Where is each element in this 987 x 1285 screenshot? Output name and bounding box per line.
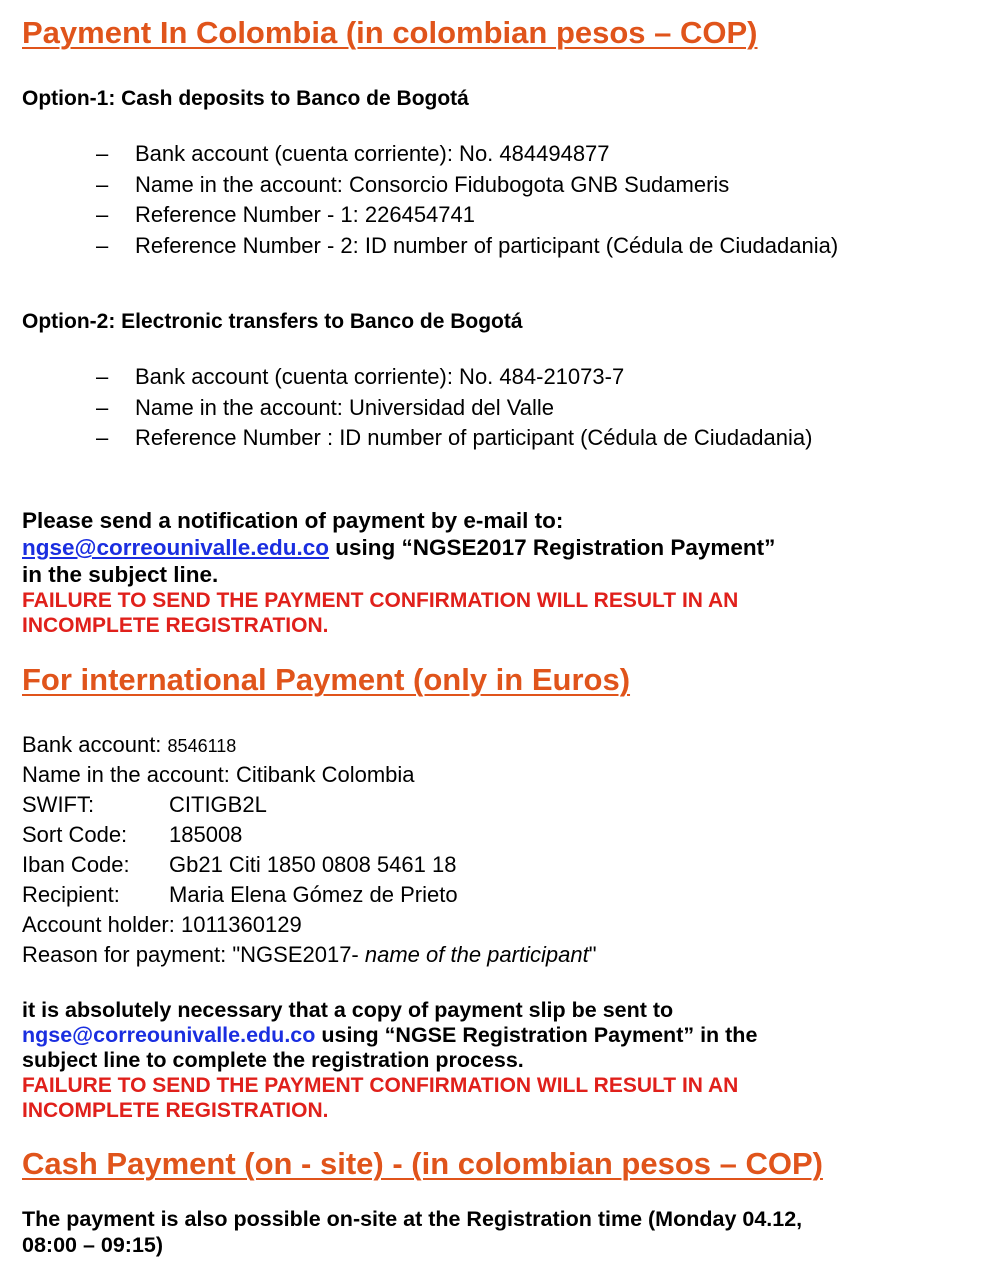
dash-bullet-icon: – <box>96 141 109 166</box>
swift-row: SWIFT: CITIGB2L <box>22 792 267 817</box>
notification-line-3: subject line to complete the registration process. <box>22 1048 524 1072</box>
dash-bullet-icon: – <box>96 171 109 197</box>
dash-bullet-icon: – <box>96 394 109 420</box>
list-item: – Name in the account: Consorcio Fidubogota GNB Sudameris <box>96 170 838 201</box>
account-name-row: Name in the account: Citibank Colombia <box>22 762 415 787</box>
list-item: – Reference Number - 1: 226454741 <box>96 200 838 231</box>
warning-line-2: INCOMPLETE REGISTRATION. <box>22 1099 329 1122</box>
list-item: – Bank account (cuenta corriente): No. 484-21073-7 <box>96 362 812 393</box>
colombia-notification-block <box>22 507 972 638</box>
dash-bullet-icon: – <box>96 425 109 451</box>
warning-line-2: INCOMPLETE REGISTRATION. <box>22 614 329 637</box>
warning-line-1: FAILURE TO SEND THE PAYMENT CONFIRMATION WILL RESULT IN AN <box>22 589 739 612</box>
warning-line-1: FAILURE TO SEND THE PAYMENT CONFIRMATION WILL RESULT IN AN <box>22 1074 739 1097</box>
international-notification-block <box>22 998 972 1123</box>
option-2-title: Option-2: Electronic transfers to Banco de Bogotá <box>22 310 523 333</box>
onsite-line-2: 08:00 – 09:15) <box>22 1233 164 1257</box>
list-item: – Name in the account: Universidad del Valle <box>96 393 812 424</box>
international-details <box>22 730 597 970</box>
notification-line-1: Please send a notification of payment by e-mail to: <box>22 508 564 533</box>
reason-row: Reason for payment: "NGSE2017- name of the participant" <box>22 942 597 967</box>
onsite-payment-text <box>22 1206 802 1258</box>
onsite-line-1: The payment is also possible on-site at the Registration time (Monday 04.12, <box>22 1207 803 1231</box>
sort-code-row: Sort Code: 185008 <box>22 822 243 847</box>
heading-international-payment: For international Payment (only in Euros) <box>22 662 631 697</box>
notification-line-2: ngse@correounivalle.edu.co using “NGSE2017 Registration Payment” <box>22 535 776 560</box>
recipient-row: Recipient: Maria Elena Gómez de Prieto <box>22 882 458 907</box>
bank-account-row: Bank account: 8546118 <box>22 732 237 757</box>
list-item: – Reference Number - 2: ID number of participant (Cédula de Ciudadania) <box>96 231 838 262</box>
bank-account-number: 8546118 <box>167 736 237 756</box>
dash-bullet-icon: – <box>96 364 109 389</box>
option-2-list <box>96 362 812 454</box>
notification-line-2: ngse@correounivalle.edu.co using “NGSE Registration Payment” in the <box>22 1023 758 1047</box>
email-link[interactable]: ngse@correounivalle.edu.co <box>22 1023 316 1047</box>
email-link[interactable]: ngse@correounivalle.edu.co <box>22 535 330 560</box>
heading-cash-payment: Cash Payment (on - site) - (in colombian pesos – COP) <box>22 1146 823 1181</box>
notification-line-3: in the subject line. <box>22 562 219 587</box>
notification-line-1: it is absolutely necessary that a copy of payment slip be sent to <box>22 998 674 1022</box>
iban-row: Iban Code: Gb21 Citi 1850 0808 5461 18 <box>22 852 457 877</box>
dash-bullet-icon: – <box>96 233 109 259</box>
account-holder-row: Account holder: 1011360129 <box>22 912 302 937</box>
list-item: – Bank account (cuenta corriente): No. 484494877 <box>96 139 838 170</box>
dash-bullet-icon: – <box>96 202 109 228</box>
list-item: – Reference Number : ID number of participant (Cédula de Ciudadania) <box>96 423 812 454</box>
option-1-title: Option-1: Cash deposits to Banco de Bogotá <box>22 87 469 110</box>
option-1-list <box>96 139 838 262</box>
heading-payment-colombia: Payment In Colombia (in colombian pesos – COP) <box>22 15 758 50</box>
